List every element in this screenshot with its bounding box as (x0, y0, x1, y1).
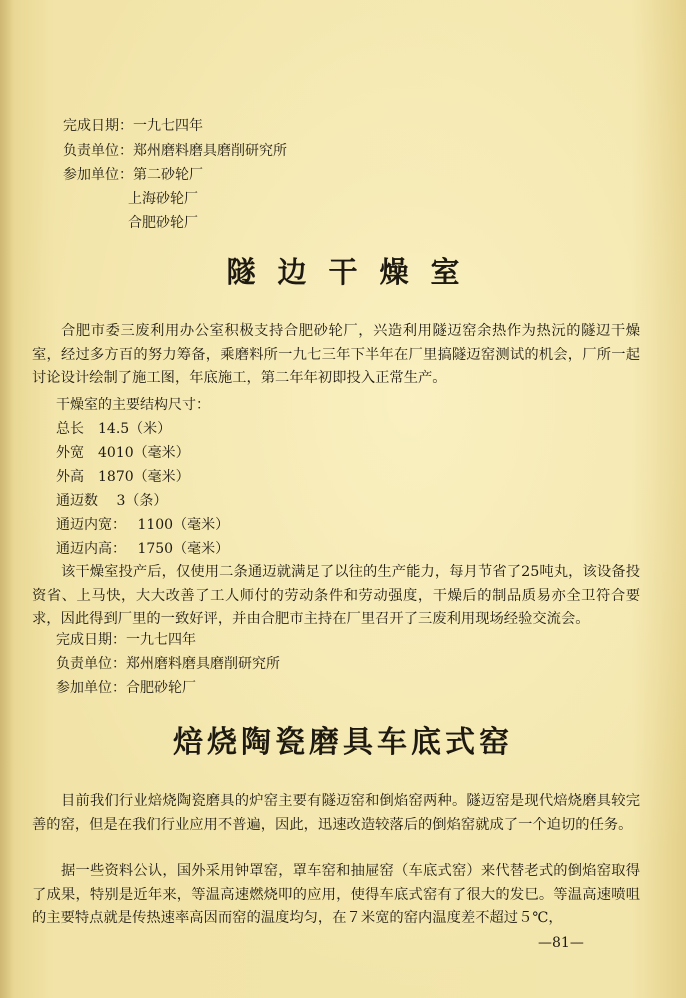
completion-date-2: 完成日期：一九七四年 (56, 632, 196, 648)
article-title-tunnel-dryer: 隧边干燥室 (226, 255, 482, 289)
article1-paragraph-1: 合肥市委三废利用办公室积极支持合肥砂轮厂，兴造利用隧迈窑余热作为热沅的隧辺干燥室，经过多方百的努力筹备，乘磨料所一九七三年下半年在厂里搞隧迈窑测试的机会，厂所一起讨论设计绘制了施工图，年底施工，第二年年初即投入正常生产。 (32, 323, 640, 386)
responsible-unit-1: 负责单位：郑州磨料磨具磨削研究所 (63, 143, 287, 159)
spec-channel-inner-height: 通迈内高： 1750（毫米） (56, 541, 230, 557)
participant-hefei: 合肥砂轮厂 (128, 215, 198, 231)
article2-paragraph-2: 据一些资料公认，国外采用钟罩窑，罩车窑和抽屉窑（车底式窑）来代替老式的倒焰窑取得了成果，特别是近年来，等温高速燃烧叩的应用，使得车底式窑有了很大的发巳。等温高速喷咀的主要特点就是传热速率高因而窑的温度均匀，在７米宽的窑内温度差不超过５℃， (32, 863, 640, 926)
spec-outer-width: 外宽 4010（毫米） (56, 445, 190, 461)
article1-paragraph-2: 该干燥室投产后，仅使用二条通迈就满足了以往的生产能力，每月节省了25吨丸，该设备投资省、上马快，大大改善了工人师付的劳动条件和劳动强度，干燥后的制品质易亦全卫符合要求，因此得到厂里的一致好评，并由合肥市主持在厂里召开了三废利用现场经验交流会。 (32, 564, 640, 627)
spec-outer-height: 外高 1870（毫米） (56, 469, 190, 485)
participant-shanghai: 上海砂轮厂 (128, 191, 198, 207)
structure-intro: 干燥室的主要结构尺寸： (56, 397, 210, 413)
responsible-unit-2: 负责单位：郑州磨料磨具磨削研究所 (56, 656, 280, 672)
spec-channel-count: 通迈数 3（条） (56, 493, 168, 509)
participating-units-1: 参加单位：第二砂轮厂 (63, 167, 203, 183)
participating-units-2: 参加单位：合肥砂轮厂 (56, 680, 196, 696)
article2-paragraph-1: 目前我们行业焙烧陶瓷磨具的炉窑主要有隧迈窑和倒焰窑两种。隧迈窑是现代焙烧磨具较完善的窑，但是在我们行业应用不普遍，因此，迅速改造较落后的倒焰窑就成了一个迫切的任务。 (32, 793, 640, 833)
spec-channel-inner-width: 通迈内宽： 1100（毫米） (56, 517, 230, 533)
article-title-shuttle-kiln: 焙烧陶瓷磨具车底式窑 (173, 725, 513, 760)
page-number: —81— (538, 935, 584, 951)
spec-total-length: 总长 14.5（米） (56, 421, 172, 437)
completion-date-1: 完成日期：一九七四年 (63, 118, 203, 134)
page-edge-shadow (0, 0, 14, 998)
